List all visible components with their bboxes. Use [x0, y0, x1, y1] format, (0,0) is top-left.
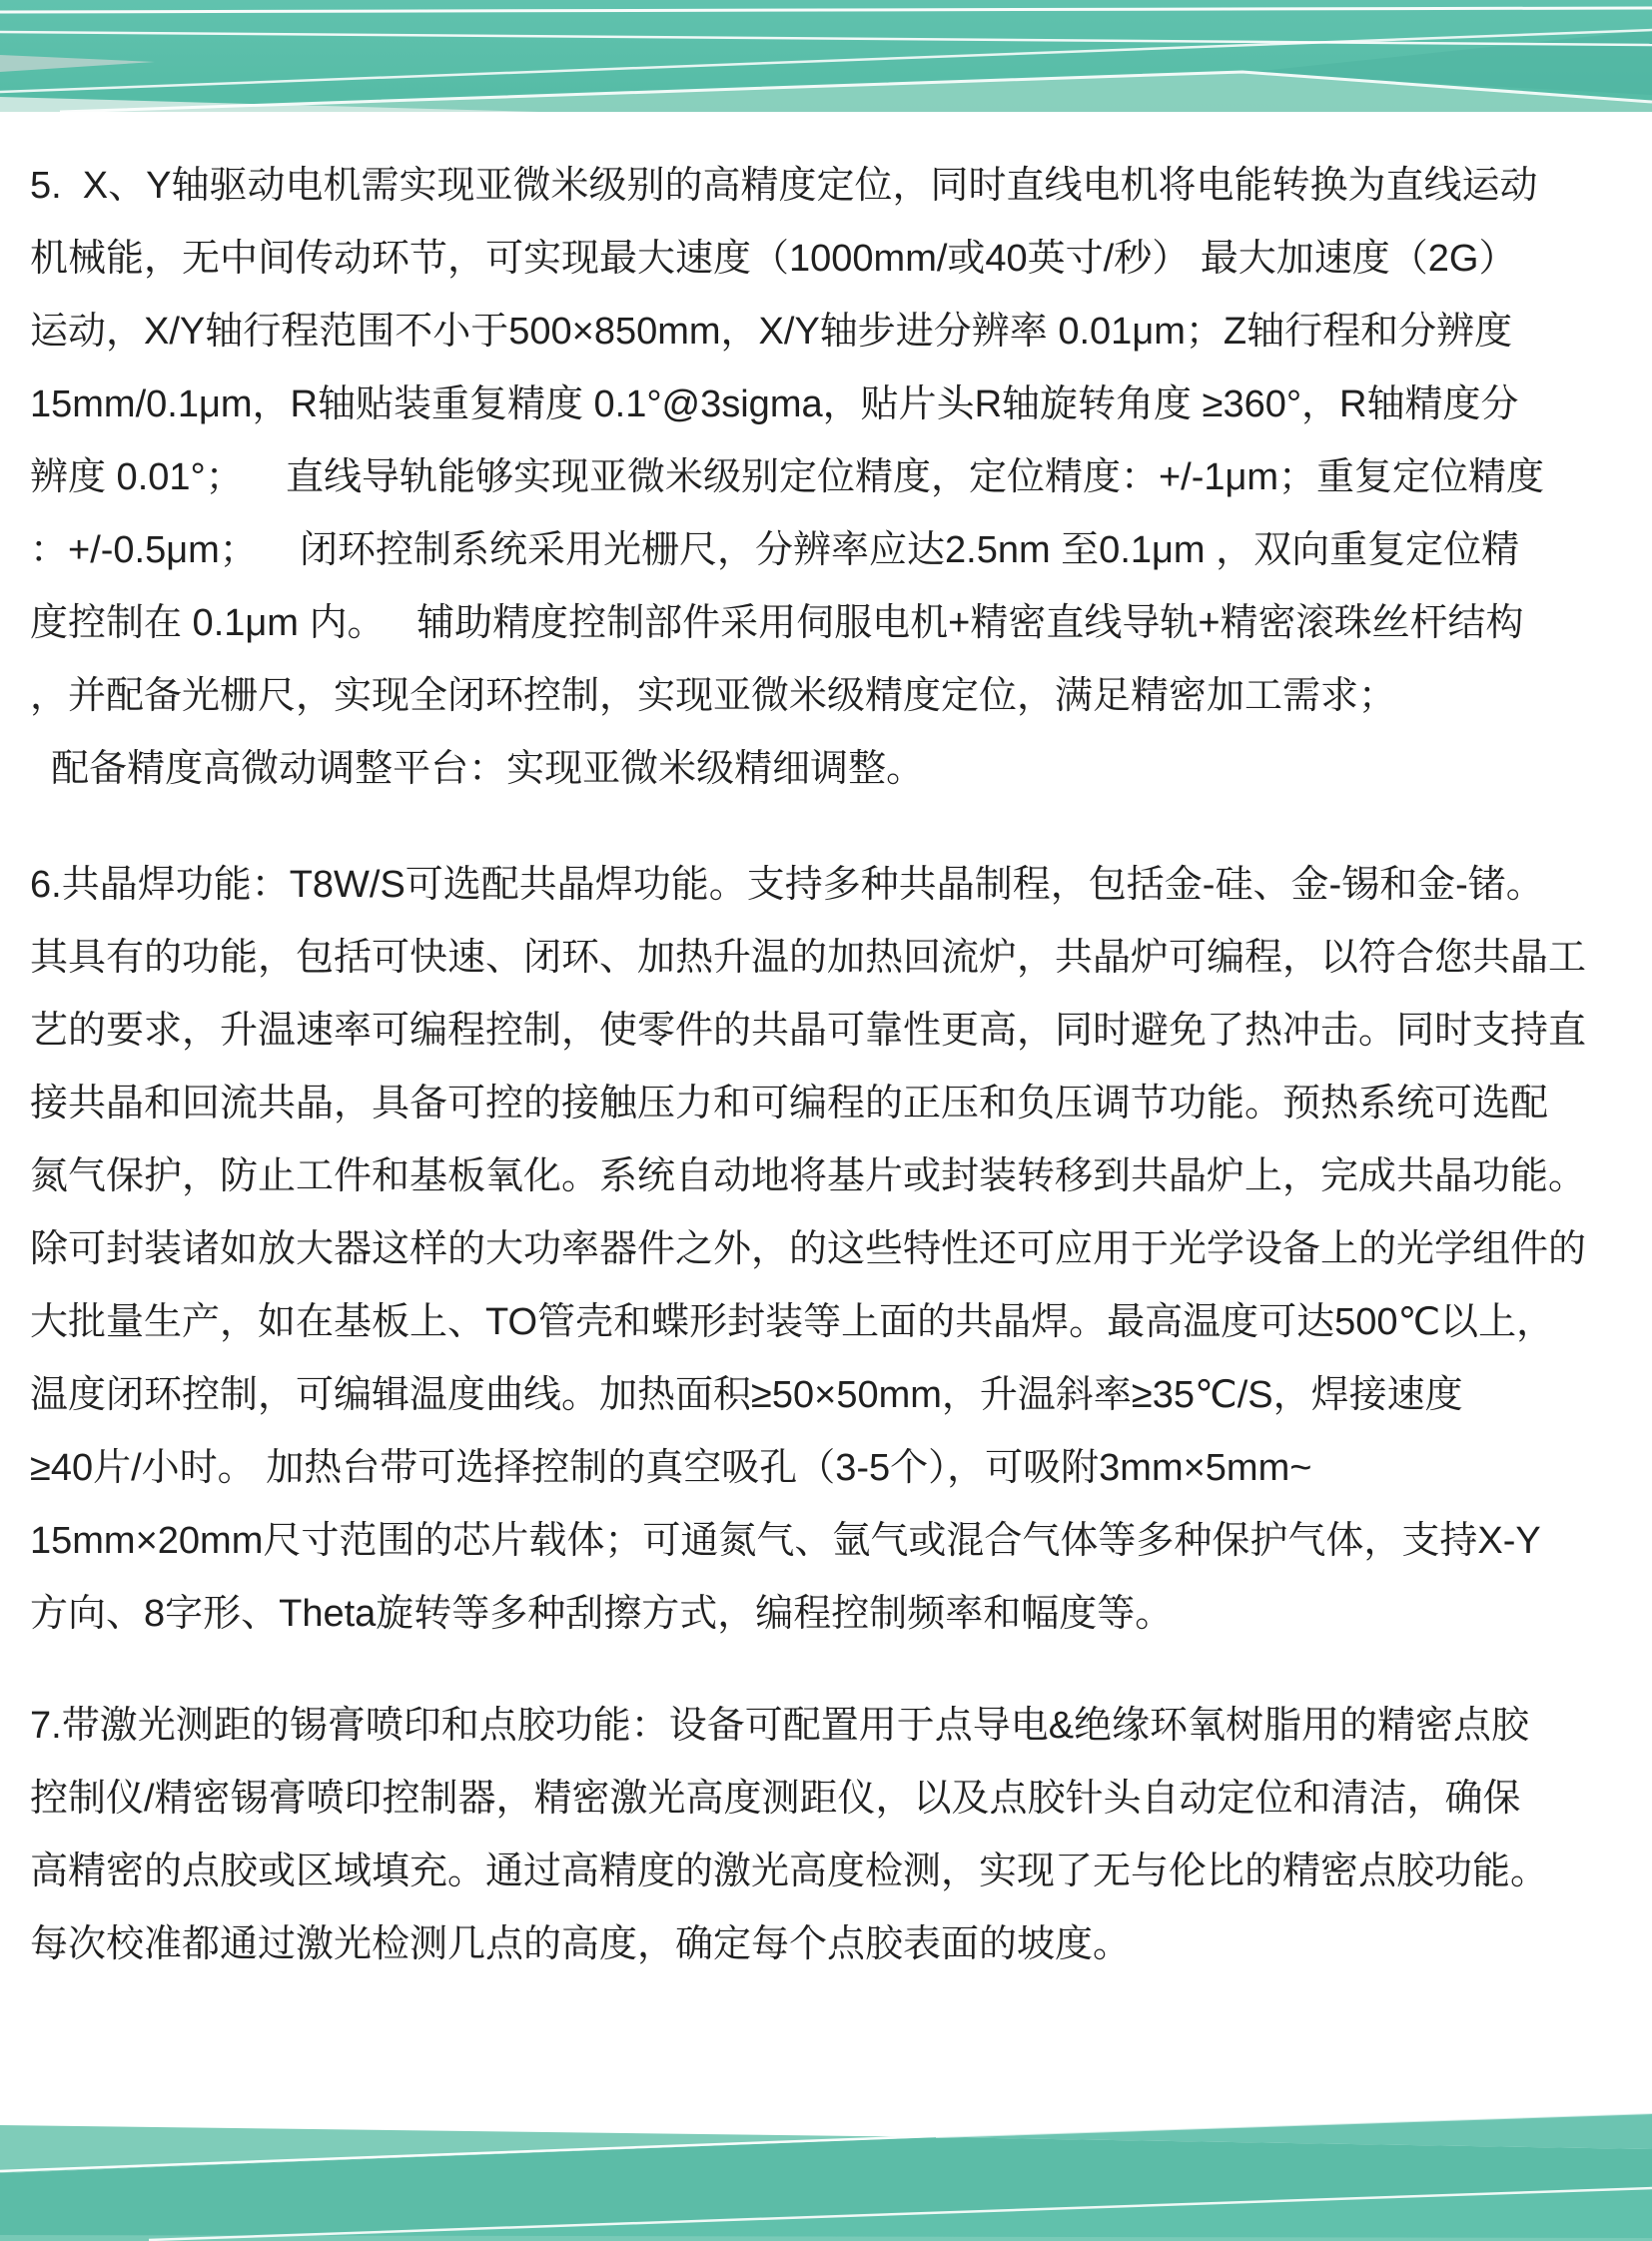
document-body	[30, 150, 1624, 1981]
paragraph-item-5	[30, 150, 1624, 806]
text-line: ≥40片/小时。 加热台带可选择控制的真空吸孔（3-5个），可吸附3mm×5mm~	[30, 1447, 1312, 1489]
text-line: 辨度 0.01°； 直线导轨能够实现亚微米级别定位精度，定位精度：+/-1μm；重复定位精度	[30, 456, 1545, 498]
text-line: 氮气保护，防止工件和基板氧化。系统自动地将基片或封装转移到共晶炉上，完成共晶功能。	[30, 1155, 1587, 1197]
paragraph-item-7	[30, 1690, 1624, 1981]
text-line: 6.共晶焊功能：T8W/S可选配共晶焊功能。支持多种共晶制程，包括金-硅、金-锡和金-锗。	[30, 864, 1544, 906]
text-line: 温度闭环控制，可编辑温度曲线。加热面积≥50×50mm，升温斜率≥35℃/S，焊接速度	[30, 1374, 1463, 1416]
text-line: 大批量生产，如在基板上、TO管壳和蝶形封装等上面的共晶焊。最高温度可达500℃以上，	[30, 1301, 1555, 1343]
text-line: 每次校准都通过激光检测几点的高度，确定每个点胶表面的坡度。	[30, 1923, 1132, 1965]
text-line: 方向、8字形、Theta旋转等多种刮擦方式，编程控制频率和幅度等。	[30, 1593, 1174, 1635]
text-line: 其具有的功能，包括可快速、闭环、加热升温的加热回流炉，共晶炉可编程，以符合您共晶工	[30, 937, 1587, 979]
text-line: ，并配备光栅尺，实现全闭环控制，实现亚微米级精度定位，满足精密加工需求；	[30, 675, 1397, 717]
top-band-graphic	[0, 0, 1652, 112]
text-line: 度控制在 0.1μm 内。 辅助精度控制部件采用伺服电机+精密直线导轨+精密滚珠丝杆结构	[30, 602, 1524, 644]
text-line: 控制仪/精密锡膏喷印控制器，精密激光高度测距仪，以及点胶针头自动定位和清洁，确保	[30, 1778, 1521, 1820]
paragraph-item-6	[30, 849, 1624, 1651]
text-line: 高精密的点胶或区域填充。通过高精度的激光高度检测，实现了无与伦比的精密点胶功能。	[30, 1851, 1549, 1892]
text-line: 运动，X/Y轴行程范围不小于500×850mm，X/Y轴步进分辨率 0.01μm；Z轴行程和分辨度	[30, 311, 1513, 353]
bottom-decorative-band	[0, 2109, 1652, 2241]
text-line: 7.带激光测距的锡膏喷印和点胶功能：设备可配置用于点导电&绝缘环氧树脂用的精密点胶	[30, 1705, 1530, 1747]
text-line: 除可封装诸如放大器这样的大功率器件之外，的这些特性还可应用于光学设备上的光学组件的	[30, 1228, 1587, 1270]
text-line: 5. X、Y轴驱动电机需实现亚微米级别的高精度定位，同时直线电机将电能转换为直线运动	[30, 165, 1538, 207]
top-decorative-band	[0, 0, 1652, 112]
text-line: 接共晶和回流共晶，具备可控的接触压力和可编程的正压和负压调节功能。预热系统可选配	[30, 1083, 1549, 1124]
bottom-band-graphic	[0, 2109, 1652, 2241]
text-line: 15mm/0.1μm，R轴贴装重复精度 0.1°@3sigma，贴片头R轴旋转角度 ≥360°，R轴精度分	[30, 383, 1519, 425]
text-line: ：+/-0.5μm； 闭环控制系统采用光栅尺，分辨率应达2.5nm 至0.1μm ，双向重复定位精	[30, 529, 1520, 571]
text-line: 配备精度高微动调整平台：实现亚微米级精细调整。	[30, 748, 925, 790]
text-line: 艺的要求，升温速率可编程控制，使零件的共晶可靠性更高，同时避免了热冲击。同时支持直	[30, 1010, 1587, 1052]
text-line: 机械能，无中间传动环节，可实现最大速度（1000mm/或40英寸/秒） 最大加速度（2G）	[30, 238, 1517, 280]
text-line: 15mm×20mm尺寸范围的芯片载体；可通氮气、氩气或混合气体等多种保护气体，支持X-Y	[30, 1520, 1541, 1562]
